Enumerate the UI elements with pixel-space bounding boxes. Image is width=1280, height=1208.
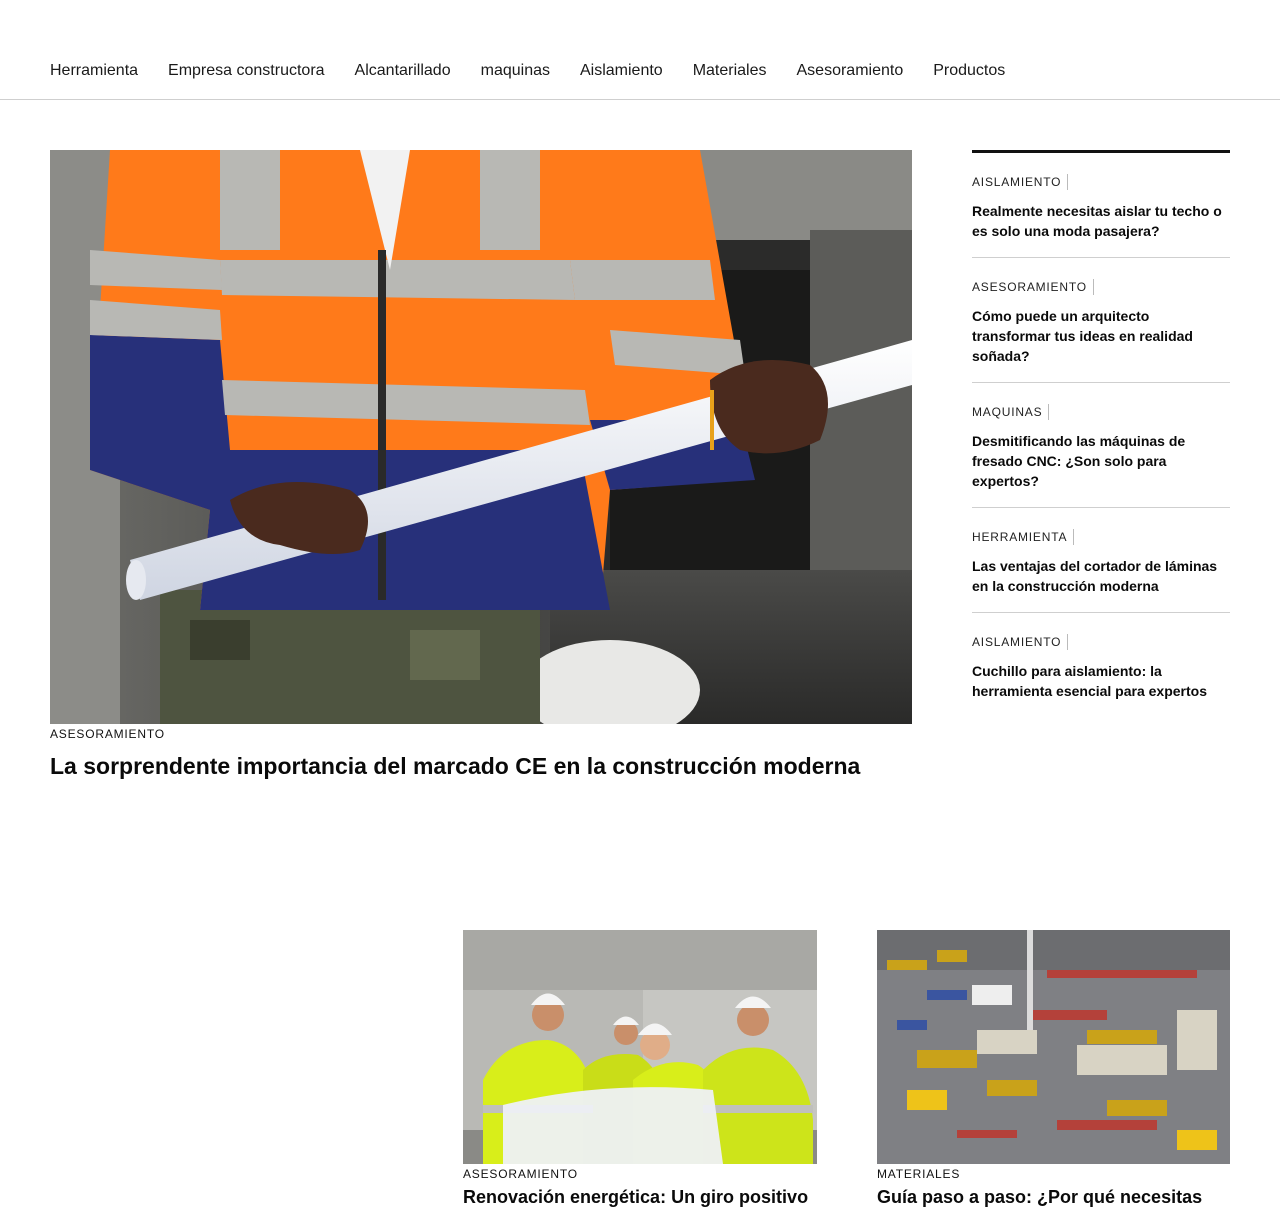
hero-article bbox=[50, 150, 912, 781]
sidebar-latest-posts bbox=[972, 150, 1230, 717]
sidebar-post-category[interactable]: AISLAMIENTO bbox=[972, 634, 1068, 650]
nav-item-maquinas[interactable]: maquinas bbox=[480, 62, 550, 79]
sidebar-post-title[interactable]: Las ventajas del cortador de láminas en la construcción moderna bbox=[972, 558, 1218, 594]
nav-item-materiales[interactable]: Materiales bbox=[692, 62, 767, 79]
top-navigation bbox=[0, 0, 1280, 100]
hero-title[interactable]: La sorprendente importancia del marcado CE en la construcción moderna bbox=[50, 753, 861, 779]
sidebar-post bbox=[972, 613, 1230, 717]
sidebar-post-category[interactable]: MAQUINAS bbox=[972, 404, 1049, 420]
sidebar-post bbox=[972, 153, 1230, 258]
sidebar-post-title[interactable]: Desmitificando las máquinas de fresado CNC: ¿Son solo para expertos? bbox=[972, 433, 1186, 489]
post-card bbox=[877, 930, 1230, 1208]
post-card-title[interactable]: Renovación energética: Un giro positivo bbox=[463, 1187, 809, 1207]
nav-item-empresa-constructora[interactable]: Empresa constructora bbox=[168, 62, 325, 79]
hero-image[interactable] bbox=[50, 150, 912, 724]
post-card-image[interactable] bbox=[463, 930, 817, 1164]
post-card bbox=[463, 930, 817, 1208]
nav-item-productos[interactable]: Productos bbox=[933, 62, 1006, 79]
sidebar-post-title[interactable]: Realmente necesitas aislar tu techo o es solo una moda pasajera? bbox=[972, 203, 1222, 239]
post-card-category[interactable]: ASESORAMIENTO bbox=[463, 1167, 578, 1181]
post-card-image[interactable] bbox=[877, 930, 1230, 1164]
post-card-category[interactable]: MATERIALES bbox=[877, 1167, 961, 1181]
nav-item-herramienta[interactable]: Herramienta bbox=[50, 62, 139, 79]
nav-item-alcantarillado[interactable]: Alcantarillado bbox=[354, 62, 451, 79]
sidebar-post-category[interactable]: ASESORAMIENTO bbox=[972, 279, 1094, 295]
sidebar-post bbox=[972, 383, 1230, 508]
sidebar-post-title[interactable]: Cuchillo para aislamiento: la herramienta esencial para expertos bbox=[972, 663, 1208, 699]
nav-item-aislamiento[interactable]: Aislamiento bbox=[579, 62, 663, 79]
sidebar-post-category[interactable]: HERRAMIENTA bbox=[972, 529, 1074, 545]
sidebar-post-title[interactable]: Cómo puede un arquitecto transformar tus ideas en realidad soñada? bbox=[972, 308, 1193, 364]
nav-item-asesoramiento[interactable]: Asesoramiento bbox=[796, 62, 904, 79]
sidebar-post bbox=[972, 508, 1230, 613]
sidebar-post bbox=[972, 258, 1230, 383]
hero-category[interactable]: ASESORAMIENTO bbox=[50, 727, 165, 741]
post-card-title[interactable]: Guía paso a paso: ¿Por qué necesitas bbox=[877, 1187, 1203, 1207]
sidebar-post-category[interactable]: AISLAMIENTO bbox=[972, 174, 1068, 190]
nav-menu bbox=[50, 61, 1035, 81]
